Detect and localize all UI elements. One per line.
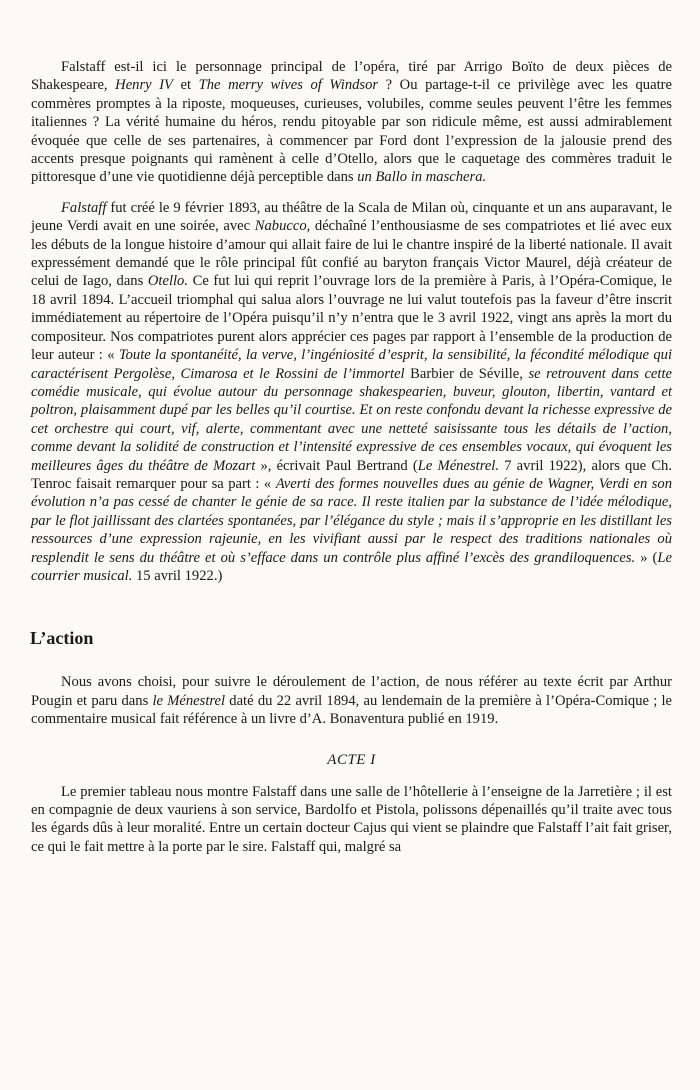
italic-text-run: Le courrier musical. [31, 549, 672, 584]
text-run: déchaîné l’enthousiasme de ses compatriotes et lié avec eux les débuts de la longue histoire d’amour qui allait faire de lui le chantre inspiré de la liberté nationale. Il avait expressément demandé que le rôle principal fût confié au baryton français Victor Maurel, déjà créateur de celui de Iago, dans [31, 218, 673, 290]
italic-text-run: se retrouvent dans cette comédie musicale, qui évolue autour du personnage shakespearien, buveur, glouton, libertin, vantard et poltron, plaisamment dupé par les belles qu’il courtise. Et on reste confondu devant la richesse expressive de cet orchestre qui court, vif, alerte, commentant avec une netteté saisissante tous les détails de l’action, comme devant la solidité de construction et l’intensité expressive de ces ensembles vocaux, qui évoquent les meilleures âges du théâtre de Mozart [31, 365, 672, 474]
text-run: Falstaff est-il ici le personnage principal de l’opéra, tiré par Arrigo Boïto de deux pièces de Shakespeare, [31, 59, 672, 94]
paragraph-sources [31, 673, 672, 728]
text-run: 7 avril 1922), alors que Ch. Tenroc faisait remarquer pour sa part : « [31, 457, 672, 492]
text-run: 15 avril 1922.) [132, 567, 223, 584]
italic-text-run: The merry wives of Windsor [198, 77, 379, 94]
section-heading-action: L’action [30, 628, 94, 649]
text-run: Barbier de Séville, [404, 365, 529, 382]
italic-text-run: Averti des formes nouvelles dues au génie de Wagner, Verdi en son évolution n’a pas cessé de chanter le génie de sa race. Il reste italien par la substance de l’idée mélodique, par le flot jaillissant des clartées spontanées, par l’élégance du style ; mais il s’approprie en les distillant les ressources d’une expression rajeunie, en les vivifiant aussi par le respect des traditions nationales où resplendit le sens du théâtre et où s’efface dans un contrôle plus affiné l’excès des grandiloquences. [31, 475, 672, 566]
paragraph-creation-history [31, 199, 672, 586]
italic-text-run: Henry IV [115, 77, 173, 94]
text-run: Nous avons choisi, pour suivre le déroulement de l’action, de nous référer au texte écrit par Arthur Pougin et paru dans [31, 674, 672, 709]
italic-text-run: Nabucco, [254, 218, 311, 235]
italic-text-run: Falstaff [61, 199, 107, 216]
act-title: ACTE I [327, 751, 376, 768]
text-run: Ce fut lui qui reprit l’ouvrage lors de la première à Paris, à l’Opéra-Comique, le 18 avril 1894. L’accueil triomphal qui salua alors l’ouvrage ne lui valut toutefois pas la faveur d’être inscrit immédiatement au répertoire de l’Opéra puisqu’il n’y n’entra que le 3 avril 1922, vingt ans après la mort du compositeur. Nos compatriotes purent alors apprécier ces pages par rapport à l’ensemble de la production de leur auteur : « [31, 273, 672, 364]
italic-text-run: Otello. [147, 273, 189, 290]
italic-text-run: un Ballo in maschera. [357, 169, 487, 186]
italic-text-run: Le Ménestrel. [417, 457, 500, 474]
text-run: », écrivait Paul Bertrand ( [255, 457, 418, 474]
italic-text-run: le Ménestrel [152, 692, 226, 709]
italic-text-run: Toute la spontanéité, la verve, l’ingéniosité d’esprit, la sensibilité, la fécondité mélodique qui caractérisent Pergolèse, Cimarosa et le Rossini de l’immortel [31, 347, 672, 382]
text-run: et [172, 77, 199, 94]
text-run: fut créé le 9 février 1893, au théâtre de la Scala de Milan où, cinquante et un ans auparavant, le jeune Verdi avait en une soirée, avec [31, 199, 672, 235]
text-run: Le premier tableau nous montre Falstaff dans une salle de l’hôtellerie à l’enseigne de la Jarretière ; il est en compagnie de deux vauriens à son service, Bardolfo et Pistola, polissons dépenaillés qu’il traite avec tous les égards dûs à leur moralité. Entre un certain docteur Cajus qui vient se plaindre que Falstaff l’ait fait griser, ce qui le fait mettre à la porte par le sire. Falstaff qui, malgré sa [31, 783, 672, 855]
text-run: ? Ou partage-t-il ce privilège avec les quatre commères promptes à la riposte, moqueuses, curieuses, volubiles, comme seules peuvent l’être les femmes italiennes ? La vérité humaine du héros, rendu pitoyable par son ridicule même, est aussi admirablement évoquée que celle de ses partenaires, à commencer par Ford dont l’expression de la jalousie prend des accents presque poignants qui ramènent à celle d’Otello, alors que le caquetage des commères traduit le pittoresque d’une vie quotidienne déjà perceptible dans [31, 77, 672, 186]
document-page [31, 58, 672, 856]
paragraph-intro [31, 58, 672, 187]
text-run: » ( [635, 549, 658, 566]
text-run: daté du 22 avril 1894, au lendemain de la première à l’Opéra-Comique ; le commentaire musical fait référence à un livre d’A. Bonaventura publié en 1919. [31, 692, 673, 728]
paragraph-act-one [31, 783, 672, 857]
